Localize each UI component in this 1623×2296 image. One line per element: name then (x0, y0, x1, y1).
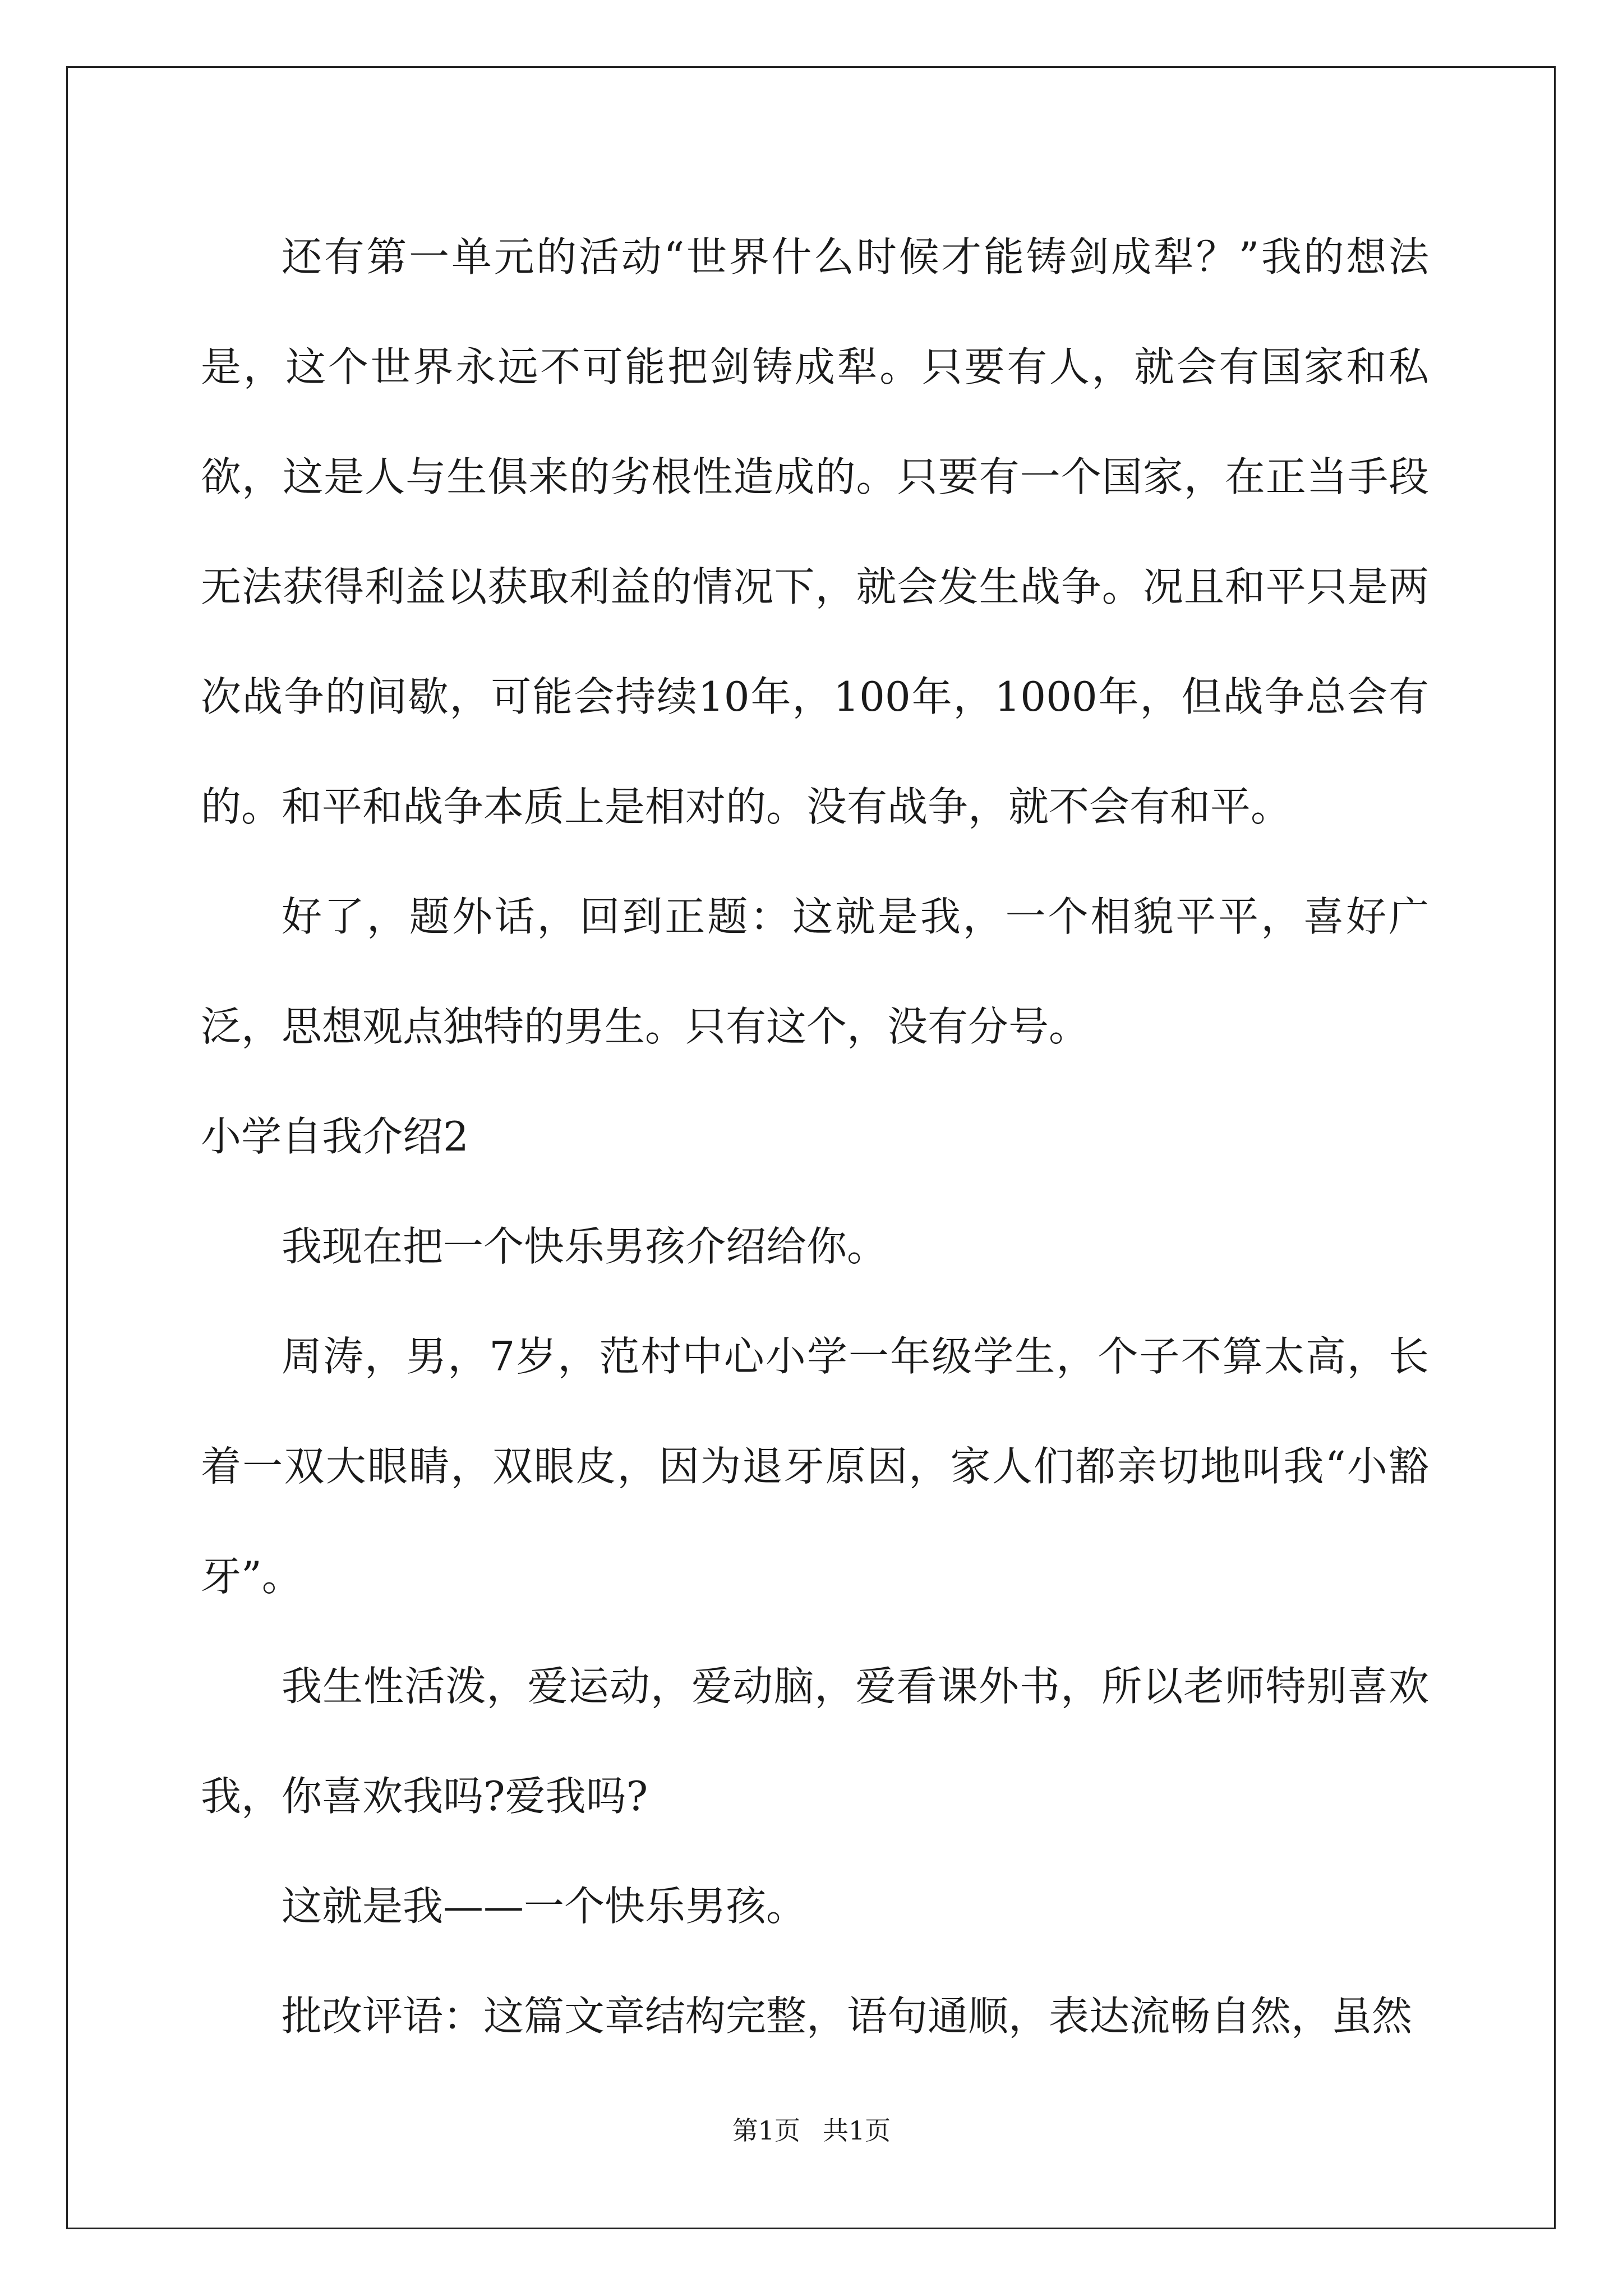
paragraph-personality: 我生性活泼，爱运动，爱动脑，爱看课外书，所以老师特别喜欢我，你喜欢我吗?爱我吗? (201, 1663, 1429, 1820)
paragraph-zhou-tao: 周涛，男，7岁，范村中心小学一年级学生，个子不算太高，长着一双大眼睛，双眼皮，因为退牙原因，家人们都亲切地叫我“小豁牙”。 (201, 1333, 1429, 1600)
paragraph-back-to-topic: 好了，题外话，回到正题：这就是我，一个相貌平平，喜好广泛，思想观点独特的男生。只有这个，没有分号。 (201, 893, 1429, 1050)
paragraph-teacher-comment: 批改评语：这篇文章结构完整，语句通顺，表达流畅自然，虽然 (282, 1993, 1413, 2040)
document-body (201, 202, 1429, 2071)
page-total: 共1页 (823, 2115, 891, 2146)
page-footer (0, 2114, 1623, 2147)
paragraph-happy-boy: 这就是我——一个快乐男孩。 (282, 1883, 807, 1930)
paragraph-intro: 我现在把一个快乐男孩介绍给你。 (282, 1223, 888, 1270)
section-heading: 小学自我介绍2 (201, 1113, 469, 1160)
paragraph-sword-plough: 还有第一单元的活动“世界什么时候才能铸剑成犁？”我的想法是，这个世界永远不可能把剑铸成犁。只要有人，就会有国家和私欲，这是人与生俱来的劣根性造成的。只要有一个国家，在正当手段无法获得利益以获取利益的情况下，就会发生战争。况且和平只是两次战争的间歇，可能会持续10年，100年，1000年，但战争总会有的。和平和战争本质上是相对的。没有战争，就不会有和平。 (201, 233, 1429, 830)
page-number: 第1页 (732, 2115, 800, 2146)
